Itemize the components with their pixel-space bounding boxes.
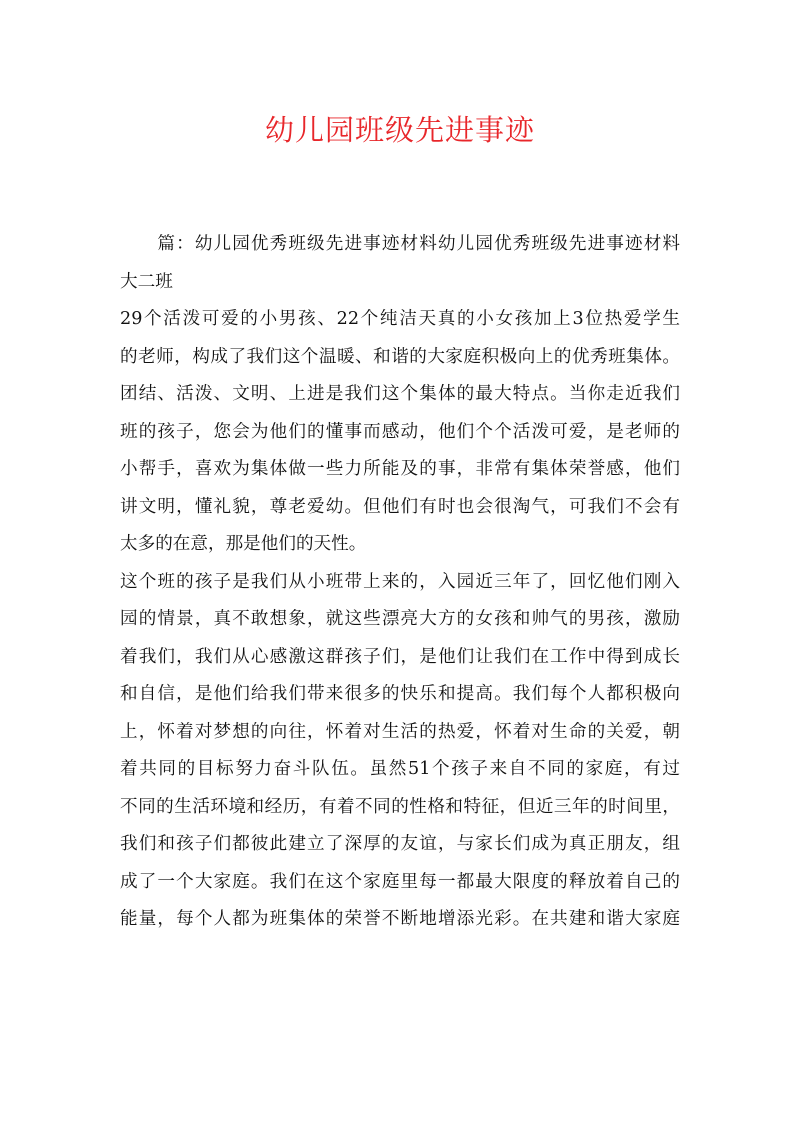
text-line: 的老师，构成了我们这个温暖、和谐的大家庭积极向上的优秀班集体。	[120, 346, 680, 367]
text-line: 太多的在意，那是他们的天性。	[120, 534, 367, 554]
text-line: 团结、活泼、文明、上进是我们这个集体的最大特点。当你走近我们	[120, 384, 680, 404]
text-line: 大二班	[120, 271, 173, 292]
text-line: 29个活泼可爱的小男孩、22个纯洁天真的小女孩加上3位热爱学生	[120, 309, 680, 329]
text-line: 能量，每个人都为班集体的荣誉不断地增添光彩。在共建和谐大家庭	[120, 909, 680, 929]
text-line: 着我们，我们从心感激这群孩子们，是他们让我们在工作中得到成长	[120, 646, 680, 667]
text-line: 成了一个大家庭。我们在这个家庭里每一都最大限度的释放着自己的	[120, 871, 680, 892]
text-line: 上，怀着对梦想的向往，怀着对生活的热爱，怀着对生命的关爱，朝	[120, 721, 680, 742]
page-title: 幼儿园班级先进事迹	[264, 113, 535, 147]
text-line: 讲文明，懂礼貌，尊老爱幼。但他们有时也会很淘气，可我们不会有	[120, 496, 680, 517]
text-line: 这个班的孩子是我们从小班带上来的，入园近三年了，回忆他们刚入	[120, 571, 680, 592]
body-text	[120, 226, 680, 939]
text-line: 篇：幼儿园优秀班级先进事迹材料幼儿园优秀班级先进事迹材料	[120, 234, 680, 254]
text-line: 园的情景，真不敢想象，就这些漂亮大方的女孩和帅气的男孩，激励	[120, 609, 680, 629]
text-line: 班的孩子，您会为他们的懂事而感动，他们个个活泼可爱，是老师的	[120, 421, 680, 442]
text-line: 不同的生活环境和经历，有着不同的性格和特征，但近三年的时间里，	[120, 796, 680, 817]
text-line: 我们和孩子们都彼此建立了深厚的友谊，与家长们成为真正朋友，组	[120, 834, 680, 854]
text-line: 着共同的目标努力奋斗队伍。虽然51个孩子来自不同的家庭，有过	[120, 759, 680, 779]
text-line: 小帮手，喜欢为集体做一些力所能及的事，非常有集体荣誉感，他们	[120, 459, 680, 479]
text-line: 和自信，是他们给我们带来很多的快乐和提高。我们每个人都积极向	[120, 684, 680, 704]
